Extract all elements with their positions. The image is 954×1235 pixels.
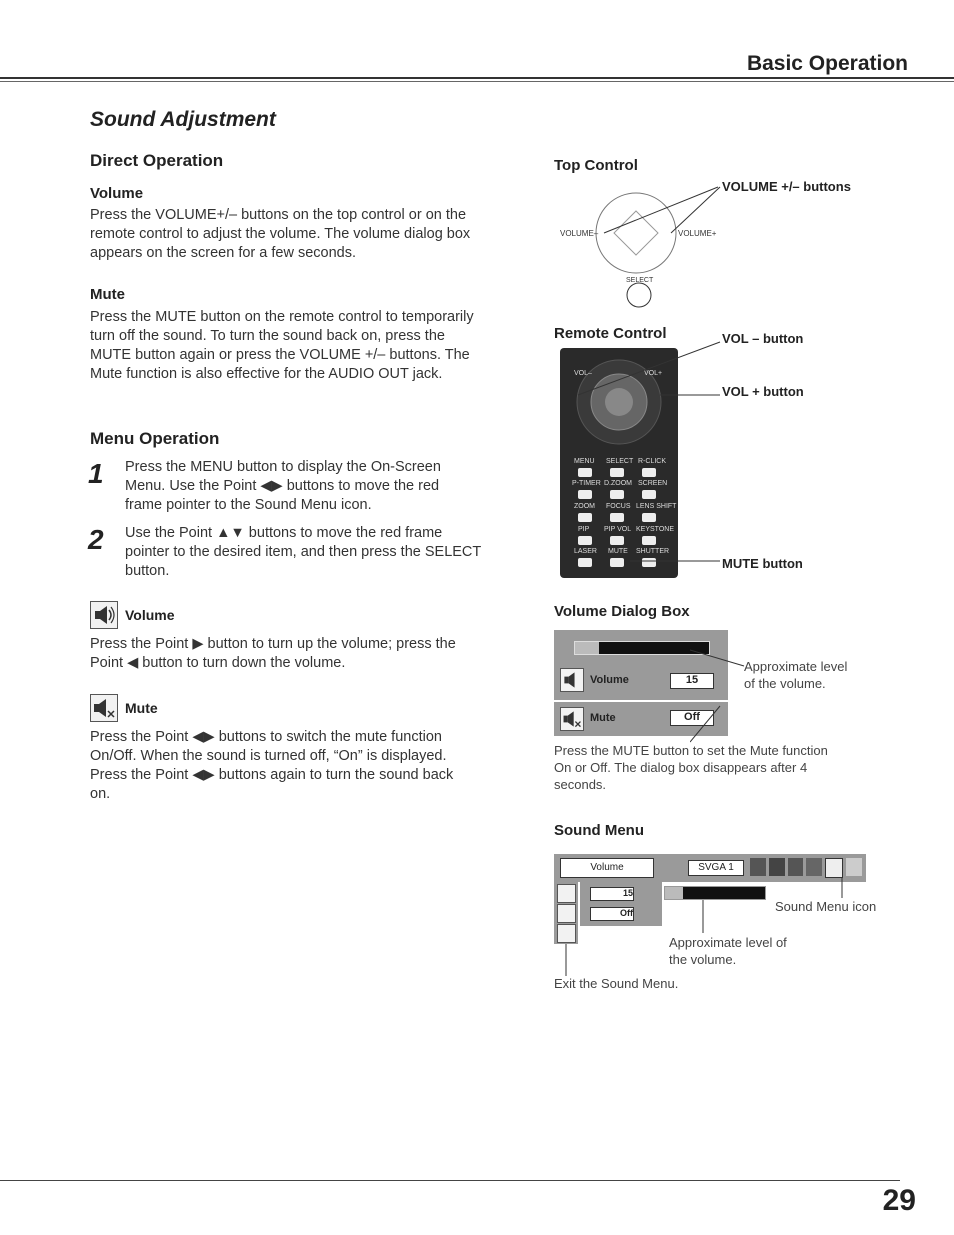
menu-icon — [769, 858, 785, 876]
header-rule-thin — [0, 81, 954, 82]
menu-mute-value: Off — [590, 907, 634, 921]
mute-item-text — [90, 728, 453, 804]
text-line: On or Off. The dialog box disappears after 4 — [554, 760, 808, 775]
text-line: of the volume. — [744, 676, 826, 691]
step-2-text — [125, 524, 481, 581]
text-line: Point ◀ button to turn down the volume. — [90, 655, 346, 671]
text-line: Approximate level of — [669, 935, 787, 950]
focus-key: FOCUS — [606, 503, 631, 510]
menu-title-field: Volume — [560, 858, 654, 878]
volume-buttons-callout: VOLUME +/– buttons — [722, 179, 851, 194]
text-line: Press the MENU button to display the On-Screen — [125, 459, 441, 475]
lens-shift-key: LENS SHIFT — [636, 503, 677, 510]
text-line: Approximate level — [744, 659, 848, 674]
text-line: Press the MUTE button on the remote control to temporarily — [90, 309, 474, 325]
text-line: turn off the sound. To turn the sound back on, press the — [90, 328, 445, 344]
remote-control-heading: Remote Control — [554, 325, 667, 342]
text-line: Press the Point ◀▶ buttons again to turn the sound back — [90, 767, 454, 783]
text-line: Press the Point ▶ button to turn up the volume; press the — [90, 636, 456, 652]
menu-operation-heading: Menu Operation — [90, 429, 220, 448]
text-line: button. — [125, 563, 170, 579]
d-zoom-key: D.ZOOM — [604, 480, 632, 487]
vol-plus-callout: VOL + button — [722, 384, 804, 399]
mute-heading: Mute — [90, 286, 125, 303]
volume-minus-key-label: VOLUME– — [560, 229, 599, 238]
signal-field: SVGA 1 — [688, 860, 744, 876]
select-key: SELECT — [606, 458, 634, 465]
volume-dialog-heading: Volume Dialog Box — [554, 603, 690, 620]
text-line: Press the MUTE button to set the Mute function — [554, 743, 828, 758]
mute-item-label: Mute — [125, 700, 158, 716]
header-rule — [0, 77, 954, 79]
mute-key: MUTE — [608, 548, 628, 555]
laser-key: LASER — [574, 548, 597, 555]
sound-menu-icon — [825, 858, 843, 878]
volume-heading: Volume — [90, 185, 144, 202]
vol-minus-callout: VOL – button — [722, 331, 804, 346]
dialog-callout-lines — [690, 640, 750, 745]
mute-speaker-icon — [560, 707, 584, 731]
zoom-key: ZOOM — [574, 503, 595, 510]
volume-level-fill — [575, 642, 599, 654]
vol-minus-key: VOL– — [574, 370, 592, 377]
step-1-text — [125, 458, 441, 515]
keystone-key: KEYSTONE — [636, 526, 674, 533]
direct-operation-heading: Direct Operation — [90, 151, 224, 170]
menu-volume-value: 15 — [590, 887, 634, 901]
sound-menu-icon-callout: Sound Menu icon — [775, 899, 877, 914]
mute-speaker-icon — [90, 694, 118, 722]
step-number-1: 1 — [88, 458, 104, 489]
r-click-key: R-CLICK — [638, 458, 667, 465]
dialog-volume-label: Volume — [590, 674, 629, 686]
footer-rule — [0, 1180, 900, 1181]
dialog-volume-value: 15 — [670, 673, 714, 689]
menu-icon — [846, 858, 862, 876]
screen-key: SCREEN — [638, 480, 668, 487]
pip-vol-key: PIP VOL — [604, 526, 632, 533]
text-line: frame pointer to the Sound Menu icon. — [125, 497, 372, 513]
dialog-mute-label: Mute — [590, 712, 616, 724]
dialog-mute-value: Off — [670, 710, 714, 726]
text-line: the volume. — [669, 952, 737, 967]
shutter-key: SHUTTER — [636, 548, 670, 555]
page-number: 29 — [882, 1184, 916, 1217]
exit-menu-callout: Exit the Sound Menu. — [554, 976, 679, 991]
select-key-label: SELECT — [626, 277, 654, 284]
text-line: Press the Point ◀▶ buttons to switch the mute function — [90, 729, 442, 745]
sound-menu-heading: Sound Menu — [554, 822, 644, 839]
text-line: on. — [90, 786, 111, 802]
volume-plus-key-label: VOLUME+ — [678, 229, 717, 238]
pip-key: PIP — [578, 526, 590, 533]
vol-plus-key: VOL+ — [644, 370, 663, 377]
menu-icon — [788, 858, 804, 876]
top-control-diagram — [556, 185, 726, 315]
volume-item-text — [90, 635, 456, 673]
text-line: On/Off. When the sound is turned off, “On” is displayed. — [90, 748, 447, 764]
mute-paragraph — [90, 308, 474, 384]
text-line: Press the VOLUME+/– buttons on the top control or on the — [90, 207, 467, 223]
speaker-icon — [560, 668, 584, 692]
text-line: seconds. — [554, 777, 607, 792]
text-line: appears on the screen for a few seconds. — [90, 245, 356, 261]
menu-icon — [750, 858, 766, 876]
text-line: Menu. Use the Point ◀▶ buttons to move the red — [125, 478, 440, 494]
mute-callout: MUTE button — [722, 556, 803, 571]
page-title: Sound Adjustment — [90, 108, 276, 131]
menu-icon-strip — [750, 858, 862, 878]
dialog-caption — [554, 742, 828, 793]
p-timer-key: P-TIMER — [572, 480, 601, 487]
top-control-heading: Top Control — [554, 157, 638, 174]
menu-level-callout — [669, 934, 787, 968]
volume-paragraph — [90, 206, 470, 263]
text-line: remote control to adjust the volume. The volume dialog box — [90, 226, 471, 242]
step-number-2: 2 — [88, 524, 104, 555]
menu-key: MENU — [574, 458, 595, 465]
dialog-level-callout — [744, 658, 847, 692]
text-line: Mute function is also effective for the AUDIO OUT jack. — [90, 366, 443, 382]
menu-icon — [806, 858, 822, 876]
speaker-icon — [90, 601, 118, 629]
text-line: MUTE button again or press the VOLUME +/– buttons. The — [90, 347, 470, 363]
text-line: pointer to the desired item, and then press the SELECT — [125, 544, 482, 560]
volume-item-label: Volume — [125, 607, 175, 623]
text-line: Use the Point ▲▼ buttons to move the red frame — [125, 525, 443, 541]
remote-callout-lines — [570, 335, 725, 565]
section-header: Basic Operation — [746, 52, 908, 75]
